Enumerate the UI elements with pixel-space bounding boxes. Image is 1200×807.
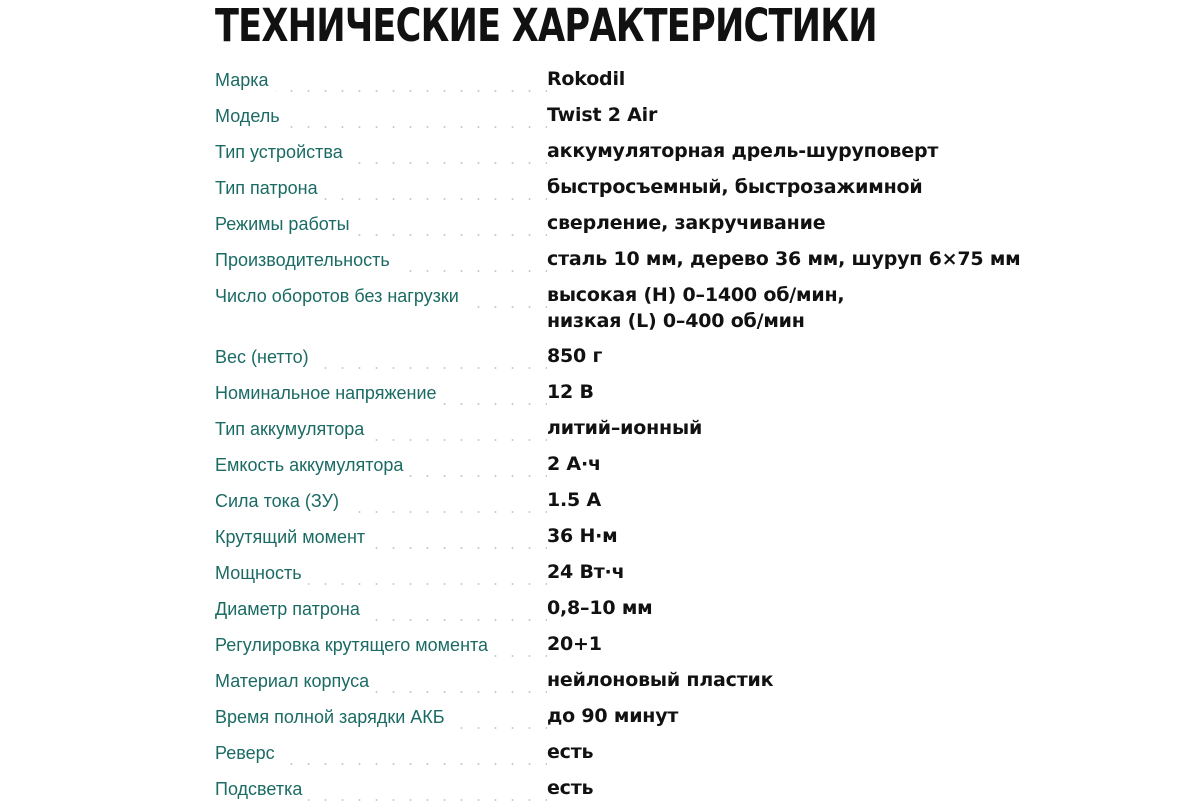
spec-label: Вес (нетто) — [215, 339, 315, 375]
spec-row-power — [215, 555, 1015, 591]
spec-row-chuck-diameter — [215, 591, 1015, 627]
spec-row-device-type — [215, 134, 1015, 170]
spec-row-torque-adjustment — [215, 627, 1015, 663]
spec-label: Число оборотов без нагрузки — [215, 278, 465, 314]
spec-row-charge-time — [215, 699, 1015, 735]
spec-row-torque — [215, 519, 1015, 555]
spec-row-speed — [215, 278, 1015, 339]
spec-value: литий–ионный — [547, 417, 703, 439]
spec-value: есть — [547, 777, 594, 799]
spec-label: Емкость аккумулятора — [215, 447, 409, 483]
spec-value: нейлоновый пластик — [547, 669, 774, 691]
spec-value: Twist 2 Air — [547, 104, 658, 126]
spec-value: аккумуляторная дрель-шуруповерт — [547, 140, 939, 162]
spec-label: Мощность — [215, 555, 308, 591]
spec-value-line: высокая (H) 0–1400 об/мин, — [547, 284, 845, 306]
spec-value: сверление, закручивание — [547, 212, 826, 234]
spec-row-charger-current — [215, 483, 1015, 519]
page-title: ТЕХНИЧЕСКИЕ ХАРАКТЕРИСТИКИ — [215, 0, 877, 52]
spec-label: Регулировка крутящего момента — [215, 627, 494, 663]
spec-label: Режимы работы — [215, 206, 356, 242]
spec-value: 0,8–10 мм — [547, 597, 653, 619]
spec-row-weight — [215, 339, 1015, 375]
spec-label: Время полной зарядки АКБ — [215, 699, 451, 735]
spec-row-modes — [215, 206, 1015, 242]
spec-value: сталь 10 мм, дерево 36 мм, шуруп 6×75 мм — [547, 248, 1021, 270]
spec-label: Тип аккумулятора — [215, 411, 370, 447]
spec-label: Тип устройства — [215, 134, 349, 170]
spec-label: Подсветка — [215, 771, 308, 807]
spec-label: Номинальное напряжение — [215, 375, 443, 411]
spec-value: 24 Вт·ч — [547, 561, 625, 583]
spec-row-battery-type — [215, 411, 1015, 447]
spec-row-voltage — [215, 375, 1015, 411]
spec-list — [215, 62, 1021, 807]
spec-label: Тип патрона — [215, 170, 324, 206]
spec-value: 1.5 А — [547, 489, 601, 511]
spec-value: до 90 минут — [547, 705, 679, 727]
spec-row-reverse — [215, 735, 1015, 771]
spec-value: 12 В — [547, 381, 594, 403]
spec-row-brand — [215, 62, 1015, 98]
spec-value: 2 А·ч — [547, 453, 601, 475]
spec-label: Реверс — [215, 735, 281, 771]
spec-value: Rokodil — [547, 68, 626, 90]
spec-label: Сила тока (ЗУ) — [215, 483, 345, 519]
spec-label: Модель — [215, 98, 286, 134]
spec-row-body-material — [215, 663, 1015, 699]
spec-label: Крутящий момент — [215, 519, 371, 555]
spec-value: быстросъемный, быстрозажимной — [547, 176, 923, 198]
spec-value: есть — [547, 741, 594, 763]
spec-value — [547, 278, 844, 334]
spec-row-model — [215, 98, 1015, 134]
spec-label: Марка — [215, 62, 275, 98]
spec-row-light — [215, 771, 1015, 807]
spec-label: Материал корпуса — [215, 663, 375, 699]
spec-value: 20+1 — [547, 633, 602, 655]
spec-label: Диаметр патрона — [215, 591, 366, 627]
spec-value: 850 г — [547, 345, 603, 367]
spec-row-chuck-type — [215, 170, 1015, 206]
spec-label: Производительность — [215, 242, 396, 278]
spec-value-line: низкая (L) 0–400 об/мин — [547, 310, 805, 332]
spec-row-battery-capacity — [215, 447, 1015, 483]
spec-value: 36 Н·м — [547, 525, 618, 547]
spec-row-performance — [215, 242, 1021, 278]
